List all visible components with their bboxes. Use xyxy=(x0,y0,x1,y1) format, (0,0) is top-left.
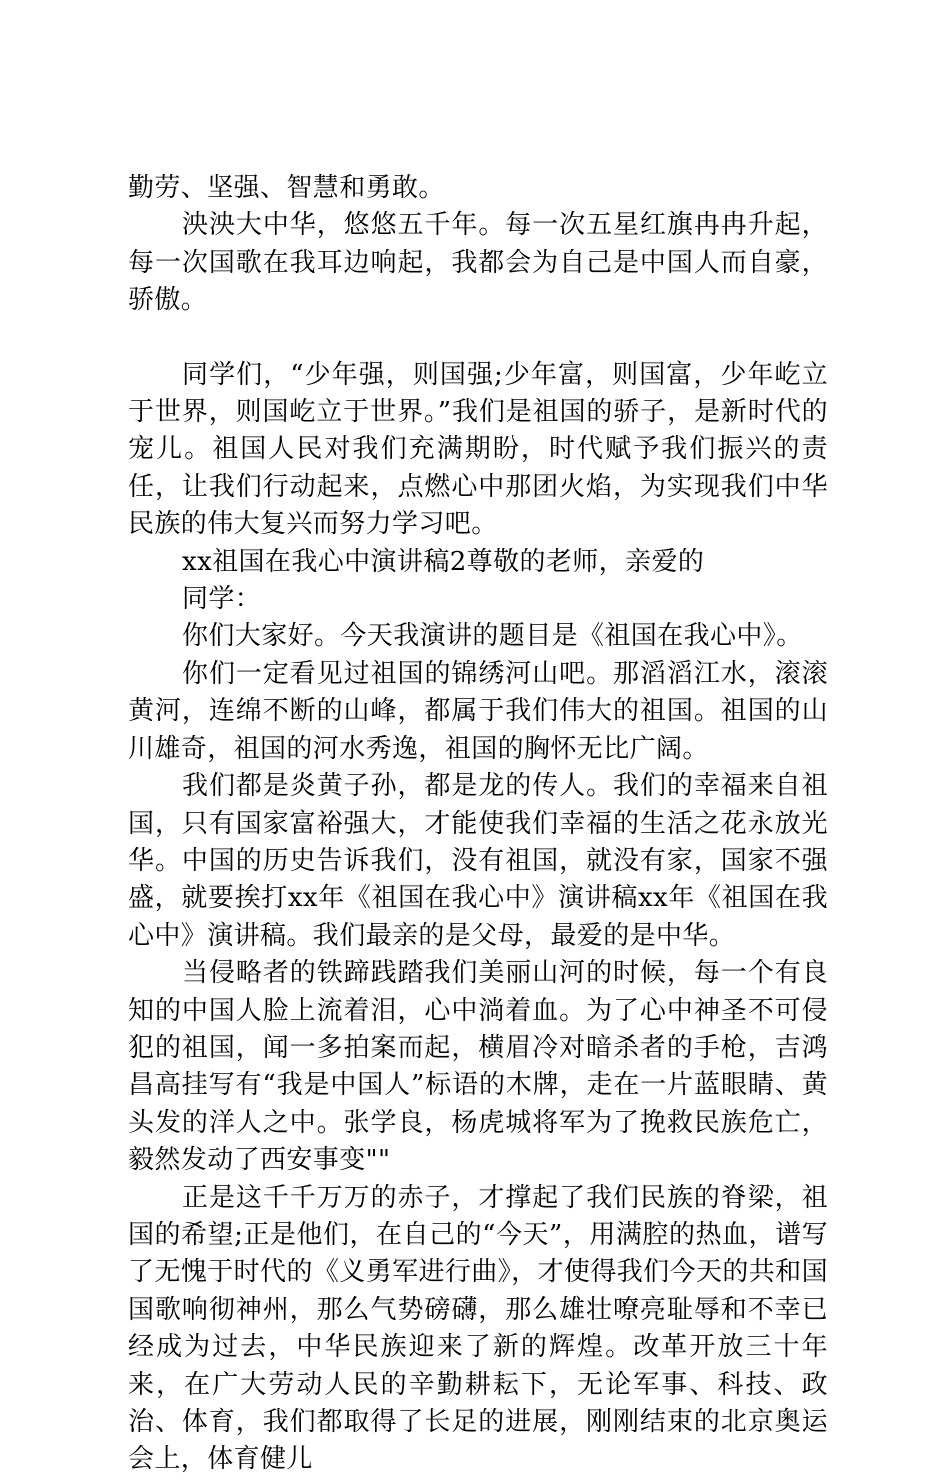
paragraph-4: xx祖国在我心中演讲稿2尊敬的老师，亲爱的 xyxy=(182,546,705,577)
paragraph-8: 我们都是炎黄子孙，都是龙的传人。我们的幸福来自祖国，只有国家富裕强大，才能使我们幸福的生活之花永放光华。中国的历史告诉我们，没有祖国，就没有家，国家不强盛，就要挨打xx年《祖国在我心中》演讲稿xx年《祖国在我心中》演讲稿。我们最亲的是父母，最爱的是中华。 xyxy=(128,771,828,951)
paragraph-9: 当侵略者的铁蹄践踏我们美丽山河的时候，每一个有良知的中国人脸上流着泪，心中淌着血。为了心中神圣不可侵犯的祖国，闻一多拍案而起，横眉冷对暗杀者的手枪，吉鸿昌高挂写有“我是中国人”标语的木牌，走在一片蓝眼睛、黄头发的洋人之中。张学良，杨虎城将军为了挽救民族危亡，毅然发动了西安事变"" xyxy=(128,958,828,1176)
document-body xyxy=(128,170,828,1479)
paragraph-6: 你们大家好。今天我演讲的题目是《祖国在我心中》。 xyxy=(182,621,803,652)
paragraph-7: 你们一定看见过祖国的锦绣河山吧。那滔滔江水，滚滚黄河，连绵不断的山峰，都属于我们伟大的祖国。祖国的山川雄奇，祖国的河水秀逸，祖国的胸怀无比广阔。 xyxy=(128,658,828,764)
paragraph-2: 泱泱大中华，悠悠五千年。每一次五星红旗冉冉升起，每一次国歌在我耳边响起，我都会为自己是中国人而自豪，骄傲。 xyxy=(128,210,828,316)
paragraph-3: 同学们，“少年强，则国强;少年富，则国富，少年屹立于世界，则国屹立于世界。”我们是祖国的骄子，是新时代的宠儿。祖国人民对我们充满期盼，时代赋予我们振兴的责任，让我们行动起来，点燃心中那团火焰，为实现我们中华民族的伟大复兴而努力学习吧。 xyxy=(128,359,828,540)
paragraph-1: 勤劳、坚强、智慧和勇敢。 xyxy=(128,173,445,203)
paragraph-5: 同学： xyxy=(182,584,262,615)
paragraph-10: 正是这千千万万的赤子，才撑起了我们民族的脊梁，祖国的希望;正是他们，在自己的“今天”，用满腔的热血，谱写了无愧于时代的《义勇军进行曲》，才使得我们今天的共和国国歌响彻神州，那么气势磅礴，那么雄壮嘹亮耻辱和不幸已经成为过去，中华民族迎来了新的辉煌。改革开放三十年来，在广大劳动人民的辛勤耕耘下，无论军事、科技、政治、体育，我们都取得了长足的进展，刚刚结束的北京奥运会上，体育健儿 xyxy=(128,1182,828,1475)
